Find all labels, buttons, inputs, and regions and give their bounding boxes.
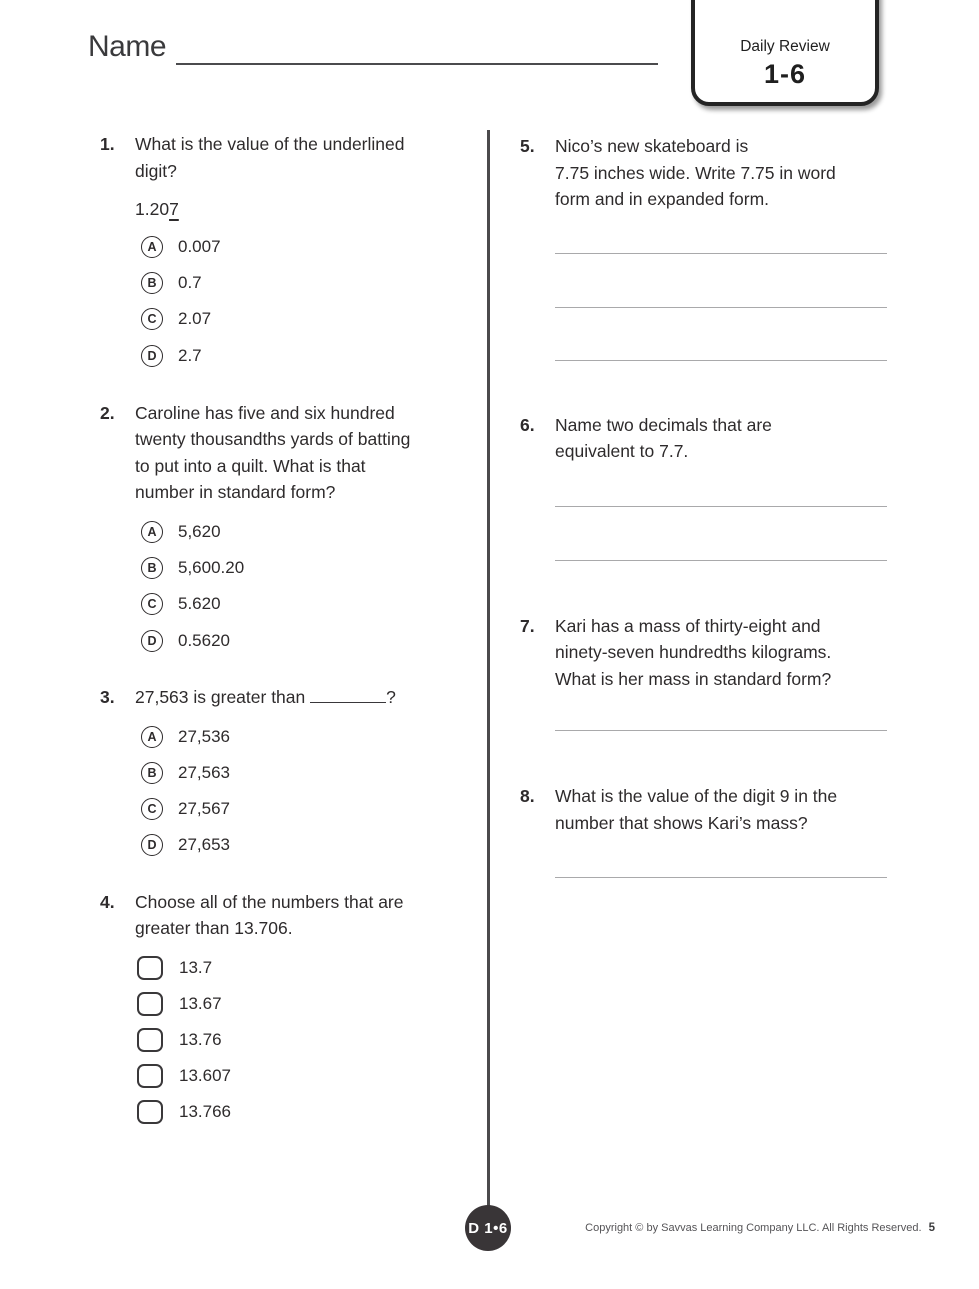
lesson-circle-badge	[465, 1205, 511, 1251]
answer-line[interactable]	[555, 560, 887, 561]
choice-bubble-d[interactable]: D	[141, 345, 163, 367]
choice-bubble-b[interactable]: B	[141, 272, 163, 294]
question-6	[520, 412, 892, 561]
question-text: Nico’s new skateboard is 7.75 inches wide. Write 7.75 in word form and in expanded form.	[555, 136, 836, 209]
checkbox-value: 13.607	[179, 1066, 231, 1086]
question-number: 7.	[520, 615, 535, 636]
question-text: What is the value of the underlined digit?	[135, 134, 405, 181]
choice-value: 27,567	[178, 799, 230, 819]
checkbox-value: 13.67	[179, 993, 222, 1013]
question-text: Kari has a mass of thirty-eight and ninety-seven hundredths kilograms. What is her mass in standard form?	[555, 615, 832, 689]
checkbox-list	[135, 950, 468, 1131]
question-4	[100, 889, 483, 1131]
choice-value: 0.5620	[178, 630, 230, 650]
answer-line[interactable]	[555, 307, 887, 308]
choice-value: 27,653	[178, 835, 230, 855]
choice-row	[135, 550, 468, 586]
daily-review-badge	[691, 0, 879, 106]
checkbox-value: 13.7	[179, 957, 213, 977]
question-text: Caroline has five and six hundred twenty thousandths yards of batting to put into a quilt. What is that number in standard form?	[135, 402, 411, 503]
right-column	[520, 125, 892, 878]
checkbox-row	[135, 1094, 468, 1130]
question-5	[520, 133, 892, 361]
question-2	[100, 400, 483, 659]
checkbox[interactable]	[137, 992, 163, 1016]
answer-choices	[135, 718, 468, 863]
choice-value: 5,600.20	[178, 558, 245, 578]
page-number: 5	[928, 1222, 935, 1234]
question-text: Name two decimals that are equivalent to 7.7.	[555, 414, 772, 461]
choice-value: 2.7	[178, 345, 202, 365]
choice-bubble-a[interactable]: A	[141, 521, 163, 543]
underlined-digit: 7	[169, 199, 179, 219]
choice-bubble-c[interactable]: C	[141, 798, 163, 820]
choice-value: 27,536	[178, 726, 230, 746]
question-8	[520, 783, 892, 878]
choice-value: 0.7	[178, 272, 202, 292]
answer-line[interactable]	[555, 506, 887, 507]
question-number: 5.	[520, 136, 535, 156]
question-3	[100, 684, 483, 864]
question-number: 2.	[100, 402, 115, 423]
checkbox-value: 13.76	[179, 1030, 222, 1050]
answer-line[interactable]	[555, 877, 887, 878]
copyright-text: Copyright © by Savvas Learning Company LLC. All Rights Reserved. 5	[585, 1222, 935, 1234]
question-number: 3.	[100, 686, 115, 707]
fill-in-blank[interactable]	[310, 688, 386, 703]
choice-bubble-c[interactable]: C	[141, 593, 163, 615]
choice-row	[135, 514, 468, 550]
checkbox[interactable]	[137, 1064, 163, 1088]
checkbox-row	[135, 986, 468, 1022]
column-divider	[487, 130, 490, 1206]
choice-row	[135, 718, 468, 754]
choice-bubble-d[interactable]: D	[141, 630, 163, 652]
question-text: What is the value of the digit 9 in the number that shows Kari’s mass?	[555, 786, 838, 833]
given-number: 1.207	[135, 199, 179, 219]
answer-choices	[135, 229, 468, 374]
choice-row	[135, 755, 468, 791]
choice-bubble-a[interactable]: A	[141, 236, 163, 258]
question-number: 1.	[100, 134, 115, 154]
question-text: Choose all of the numbers that are greater than 13.706.	[135, 891, 404, 939]
choice-value: 2.07	[178, 309, 212, 329]
choice-row	[135, 337, 468, 373]
choice-bubble-d[interactable]: D	[141, 834, 163, 856]
choice-row	[135, 791, 468, 827]
choice-bubble-a[interactable]: A	[141, 726, 163, 748]
question-1	[100, 131, 483, 374]
name-write-line[interactable]	[176, 63, 658, 65]
choice-value: 5,620	[178, 521, 221, 541]
choice-row	[135, 265, 468, 301]
checkbox[interactable]	[137, 1100, 163, 1124]
checkbox-row	[135, 1022, 468, 1058]
checkbox-row	[135, 950, 468, 986]
checkbox[interactable]	[137, 1028, 163, 1052]
choice-row	[135, 586, 468, 622]
choice-value: 5.620	[178, 594, 221, 614]
choice-bubble-b[interactable]: B	[141, 557, 163, 579]
choice-value: 27,563	[178, 762, 230, 782]
choice-row	[135, 301, 468, 337]
answer-line[interactable]	[555, 360, 887, 361]
choice-value: 0.007	[178, 236, 221, 256]
badge-lesson-number: 1-6	[763, 59, 807, 89]
question-number: 4.	[100, 891, 115, 912]
name-label: Name	[88, 30, 167, 63]
answer-line[interactable]	[555, 730, 887, 731]
choice-row	[135, 229, 468, 265]
choice-row	[135, 623, 468, 659]
question-number: 8.	[520, 786, 535, 806]
answer-choices	[135, 514, 468, 659]
checkbox[interactable]	[137, 956, 163, 980]
answer-line[interactable]	[555, 253, 887, 254]
checkbox-row	[135, 1058, 468, 1094]
choice-bubble-b[interactable]: B	[141, 762, 163, 784]
question-7	[520, 613, 892, 732]
badge-title: Daily Review	[740, 38, 830, 55]
question-text: 27,563 is greater than ?	[135, 686, 396, 707]
left-column	[100, 125, 483, 1131]
checkbox-value: 13.766	[179, 1102, 231, 1122]
question-number: 6.	[520, 414, 535, 435]
lesson-code: D 1•6	[468, 1219, 508, 1237]
choice-row	[135, 827, 468, 863]
choice-bubble-c[interactable]: C	[141, 308, 163, 330]
